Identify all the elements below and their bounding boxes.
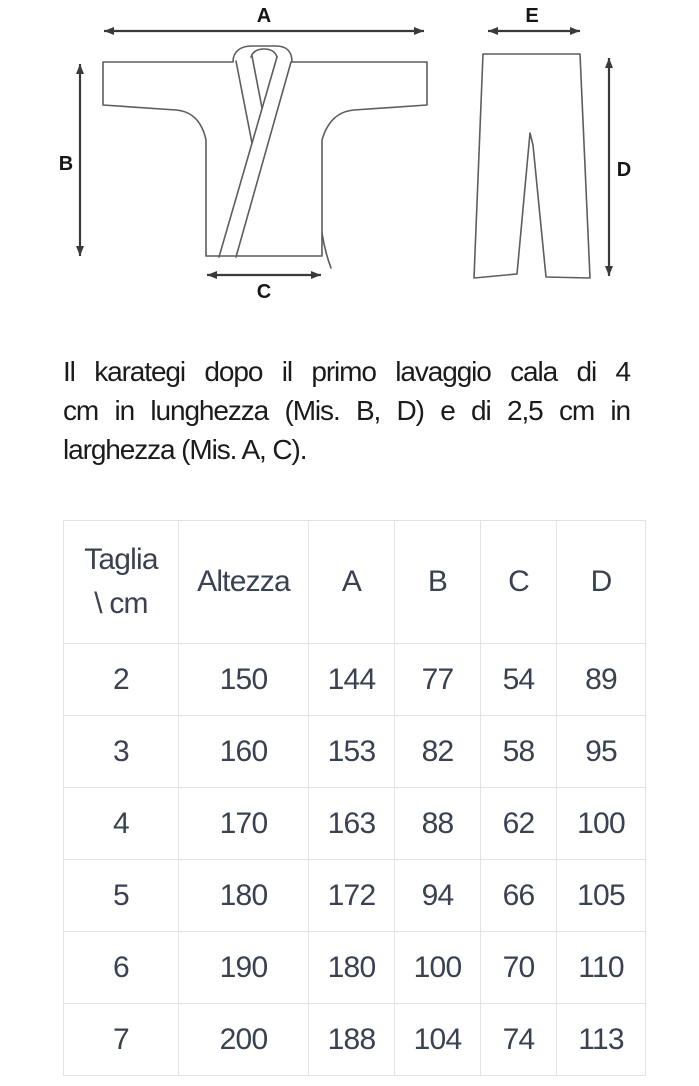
table-cell: 70 xyxy=(481,932,557,1004)
table-row xyxy=(64,716,646,788)
table-row xyxy=(64,644,646,716)
table-cell: 66 xyxy=(481,860,557,932)
table-cell: 163 xyxy=(309,788,395,860)
label-e: E xyxy=(525,5,539,27)
table-cell: 3 xyxy=(64,716,179,788)
col-header-altezza: Altezza xyxy=(179,521,309,644)
table-cell: 104 xyxy=(395,1004,481,1076)
label-d: D xyxy=(616,159,632,181)
table-cell: 94 xyxy=(395,860,481,932)
table-cell: 82 xyxy=(395,716,481,788)
table-cell: 180 xyxy=(179,860,309,932)
table-cell: 74 xyxy=(481,1004,557,1076)
hem-flap-line xyxy=(322,233,331,268)
col-header-d: D xyxy=(557,521,646,644)
col-header-c: C xyxy=(481,521,557,644)
table-cell: 5 xyxy=(64,860,179,932)
table-row xyxy=(64,788,646,860)
table-cell: 113 xyxy=(557,1004,646,1076)
pants-drawing xyxy=(474,54,590,278)
jacket-drawing xyxy=(103,46,427,268)
table-cell: 4 xyxy=(64,788,179,860)
table-cell: 172 xyxy=(309,860,395,932)
header-row xyxy=(64,521,646,644)
col-header-a: A xyxy=(309,521,395,644)
table-cell: 153 xyxy=(309,716,395,788)
table-cell: 160 xyxy=(179,716,309,788)
table-cell: 100 xyxy=(395,932,481,1004)
col-header-taglia-line2: \ cm xyxy=(94,587,148,620)
label-a: A xyxy=(256,5,272,27)
jacket-outline xyxy=(103,46,427,256)
table-cell: 7 xyxy=(64,1004,179,1076)
table-cell: 100 xyxy=(557,788,646,860)
table-cell: 170 xyxy=(179,788,309,860)
table-cell: 150 xyxy=(179,644,309,716)
table-cell: 110 xyxy=(557,932,646,1004)
table-cell: 88 xyxy=(395,788,481,860)
table-cell: 105 xyxy=(557,860,646,932)
table-row xyxy=(64,1004,646,1076)
size-table xyxy=(63,520,646,1076)
table-cell: 144 xyxy=(309,644,395,716)
table-cell: 190 xyxy=(179,932,309,1004)
shrink-notice-line: larghezza (Mis. A, C). xyxy=(63,434,307,465)
shrink-notice-line: cm in lunghezza (Mis. B, D) e di 2,5 cm in xyxy=(63,395,630,426)
table-row xyxy=(64,932,646,1004)
table-cell: 2 xyxy=(64,644,179,716)
table-cell: 6 xyxy=(64,932,179,1004)
table-cell: 77 xyxy=(395,644,481,716)
col-header-taglia-line1: Taglia xyxy=(84,543,158,576)
shrink-notice-line: Il karategi dopo il primo lavaggio cala di 4 xyxy=(63,356,630,387)
table-cell: 54 xyxy=(481,644,557,716)
table-row xyxy=(64,860,646,932)
table-cell: 200 xyxy=(179,1004,309,1076)
size-diagram xyxy=(0,0,699,310)
table-cell: 89 xyxy=(557,644,646,716)
label-b: B xyxy=(58,153,74,175)
table-cell: 62 xyxy=(481,788,557,860)
pants-outline xyxy=(474,54,590,278)
table-cell: 180 xyxy=(309,932,395,1004)
col-header-taglia xyxy=(64,521,179,644)
label-c: C xyxy=(256,281,272,303)
shrink-notice xyxy=(63,352,630,469)
table-cell: 95 xyxy=(557,716,646,788)
table-cell: 58 xyxy=(481,716,557,788)
col-header-b: B xyxy=(395,521,481,644)
table-cell: 188 xyxy=(309,1004,395,1076)
